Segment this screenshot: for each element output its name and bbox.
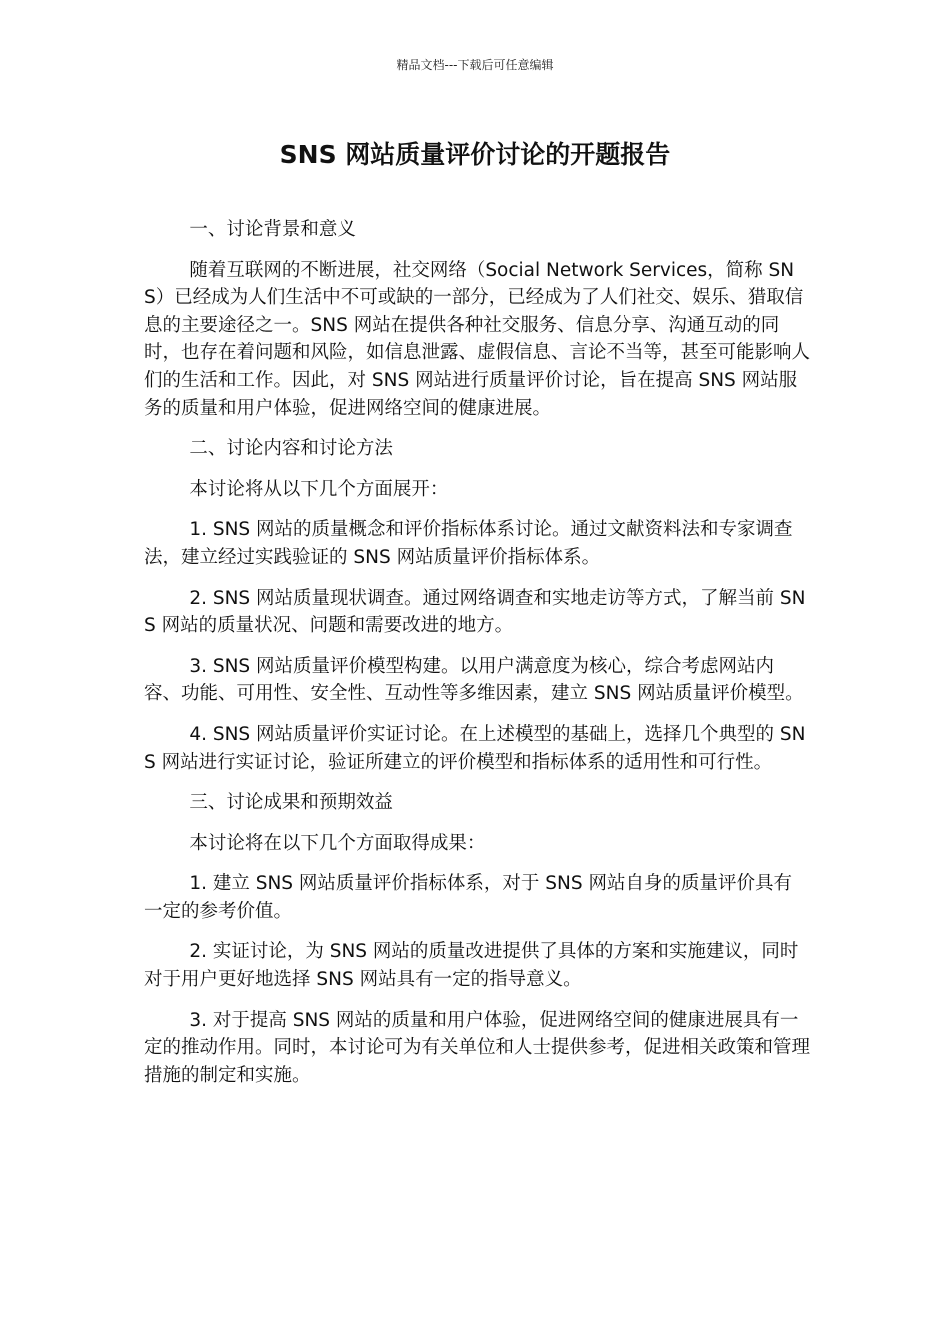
numbered-item: 2. SNS 网站质量现状调查。通过网络调查和实地走访等方式，了解当前 SNS 网站的质量状况、问题和需要改进的地方。 bbox=[144, 587, 806, 637]
numbered-item: 3. SNS 网站质量评价模型构建。以用户满意度为核心，综合考虑网站内容、功能、可用性、安全性、互动性等多维因素，建立 SNS 网站质量评价模型。 bbox=[144, 655, 804, 705]
document-title: SNS 网站质量评价讨论的开题报告 bbox=[279, 140, 671, 169]
section-heading: 三、讨论成果和预期效益 bbox=[189, 792, 393, 814]
page-header-watermark: 精品文档---下载后可任意编辑 bbox=[396, 58, 554, 72]
body-paragraph: 本讨论将在以下几个方面取得成果： bbox=[189, 832, 486, 854]
numbered-item: 2. 实证讨论，为 SNS 网站的质量改进提供了具体的方案和实施建议，同时对于用户更好地选择 SNS 网站具有一定的指导意义。 bbox=[144, 941, 799, 991]
body-paragraph: 随着互联网的不断进展，社交网络（Social Network Services，简称 SNS）已经成为人们生活中不可或缺的一部分，已经成为了人们社交、娱乐、猎取信息的主要途径之一。SNS 网站在提供各种社交服务、信息分享、沟通互动的同时，也存在着问题和风险，如信息泄露、虚假信息、言论不当等，甚至可能影响人们的生活和工作。因此，对 SNS 网站进行质量评价讨论，旨在提高 SNS 网站服务的质量和用户体验，促进网络空间的健康进展。 bbox=[144, 259, 811, 419]
body-paragraph: 本讨论将从以下几个方面展开： bbox=[189, 478, 449, 500]
numbered-item: 3. 对于提高 SNS 网站的质量和用户体验，促进网络空间的健康进展具有一定的推动作用。同时，本讨论可为有关单位和人士提供参考，促进相关政策和管理措施的制定和实施。 bbox=[144, 1009, 811, 1086]
section-content-methods bbox=[144, 435, 810, 776]
section-heading: 二、讨论内容和讨论方法 bbox=[189, 438, 393, 460]
numbered-item: 1. 建立 SNS 网站质量评价指标体系，对于 SNS 网站自身的质量评价具有一定的参考价值。 bbox=[144, 873, 793, 922]
numbered-item: 4. SNS 网站质量评价实证讨论。在上述模型的基础上，选择几个典型的 SNS 网站进行实证讨论，验证所建立的评价模型和指标体系的适用性和可行性。 bbox=[144, 723, 806, 773]
section-heading: 一、讨论背景和意义 bbox=[189, 219, 356, 240]
numbered-item: 1. SNS 网站的质量概念和评价指标体系讨论。通过文献资料法和专家调查法，建立经过实践验证的 SNS 网站质量评价指标体系。 bbox=[144, 519, 793, 568]
section-background bbox=[144, 216, 810, 422]
section-results-benefits bbox=[144, 789, 810, 1089]
document-body bbox=[144, 216, 810, 1102]
